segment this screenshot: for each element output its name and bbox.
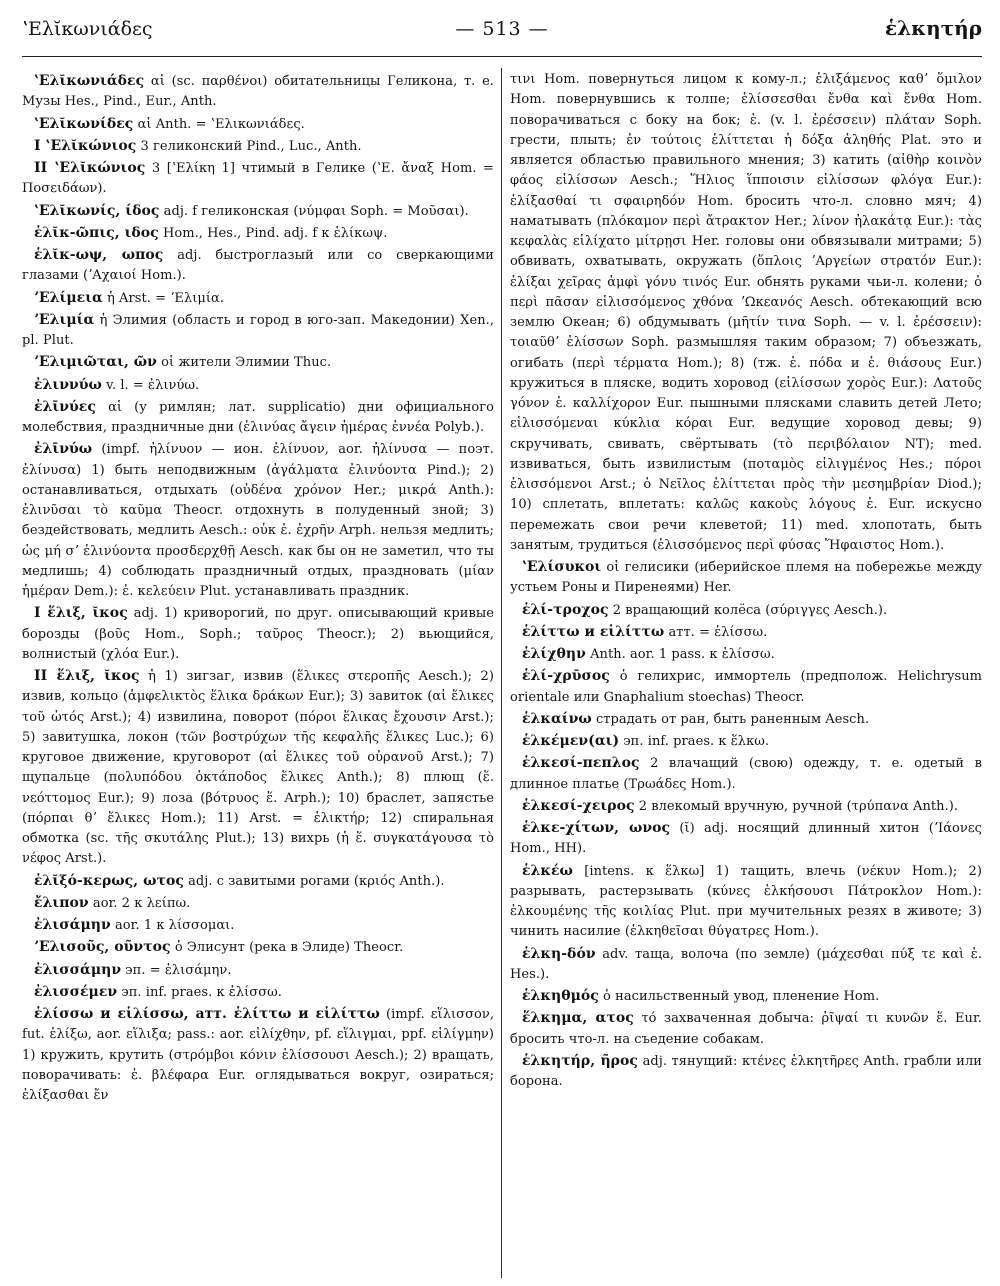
entry-text: v. l. = ἐλινύω. bbox=[106, 377, 200, 393]
dictionary-entry bbox=[22, 871, 494, 892]
page-number: — 513 — bbox=[455, 18, 549, 40]
entry-text: τό захваченная добыча: ῥῖψαί τι κυνῶν ἕ. Eur. бросить что-л. на съедение собакам. bbox=[510, 1011, 982, 1047]
column-divider bbox=[501, 68, 502, 1278]
left-column bbox=[22, 70, 494, 1282]
dictionary-entry bbox=[22, 223, 494, 244]
dictionary-entry bbox=[510, 944, 982, 986]
dictionary-entry bbox=[22, 352, 494, 373]
entry-headword: ἑλί-χρῡσος bbox=[522, 668, 610, 685]
entry-headword: ἐλισσάμην bbox=[34, 961, 122, 978]
dictionary-entry bbox=[22, 397, 494, 439]
entry-text: adv. таща, волоча (по земле) (μάχεσθαι πύξ τε καὶ ἑ. Hes.). bbox=[510, 946, 982, 982]
entry-headword: ʼΕλίμεια bbox=[34, 289, 103, 306]
dictionary-entry bbox=[22, 937, 494, 958]
entry-text: adj. быстроглазый или со сверкающими глазами (ʼΑχαιοί Hom.). bbox=[22, 248, 494, 284]
dictionary-entry bbox=[22, 1004, 494, 1106]
entry-text: 3 геликонский Pind., Luc., Anth. bbox=[140, 138, 362, 154]
dictionary-entry bbox=[22, 288, 494, 309]
header-rule bbox=[22, 56, 982, 57]
entry-headword: ἕλκημα, ατος bbox=[522, 1010, 634, 1027]
dictionary-entry bbox=[22, 603, 494, 665]
dictionary-entry bbox=[510, 70, 982, 556]
entry-text: aor. 2 к λείπω. bbox=[92, 895, 191, 911]
entry-headword: ἑλῐκ-ωψ, ωπος bbox=[34, 247, 164, 263]
entry-headword: ἑλίχθην bbox=[522, 646, 586, 662]
entry-headword: ʼΕλισοῦς, οῦντος bbox=[34, 939, 171, 956]
dictionary-entry bbox=[22, 71, 494, 113]
entry-headword: I ʽΕλῐκώνιος bbox=[34, 137, 137, 154]
entry-text: Anth. aor. 1 pass. к ἑλίσσω. bbox=[590, 647, 775, 662]
entry-headword: ʼΕλιμία bbox=[34, 311, 95, 328]
entry-headword: ἑλκη-δόν bbox=[522, 945, 596, 962]
entry-text: страдать от ран, быть раненным Aesch. bbox=[595, 711, 870, 727]
dictionary-entry bbox=[510, 1051, 982, 1093]
dictionary-entry bbox=[22, 310, 494, 352]
entry-headword: I ἕλιξ, ῐκος bbox=[34, 605, 128, 622]
dictionary-entry bbox=[22, 201, 494, 222]
entry-text: aor. 1 к λίσσομαι. bbox=[114, 918, 235, 933]
page-header bbox=[22, 14, 982, 44]
entry-headword: ἐλῑνύω bbox=[34, 441, 93, 458]
dictionary-entry bbox=[510, 600, 982, 621]
dictionary-entry bbox=[510, 644, 982, 665]
entry-headword: ἑλίττω и εἱλίττω bbox=[522, 623, 665, 640]
dictionary-entry bbox=[22, 158, 494, 200]
entry-text: атт. = ἑλίσσω. bbox=[668, 624, 768, 640]
entry-headword: ἑλκέω bbox=[522, 862, 573, 879]
entry-text: ἡ Arst. = ʼΕλιμία. bbox=[107, 290, 225, 306]
entry-text: ἡ 1) зигзаг, извив (ἕλικες στεροπῆς Aesch.); 2) извив, кольцо (ἀμφελικτὸς ἕλικα δράκων Eur.); 3) завиток (αἱ ἕλικες τοῦ ὠτός Arst.); 4) извилина, поворот (πόροι ἕλικας ἔχουσιν Arst.); 5) завитушка, локон (τῶν βοστρύχων τῆς κεφαλῆς ἕλικες Luc.); 6) круговое движение, круговорот (αἱ ἕλικες τοῦ οὐρανοῦ Arst.); 7) щупальце (πολυπόδου ὀκτάποδος ἕλικες Anth.); 8) плющ (ἕ. νεόττομος Eur.); 9) лоза (βότρυος ἕ. Arph.); 10) браслет, запястье (πόρπαι θʼ ἕλικες Hom.); 11) Arst. = ἑλικτήρ; 12) спиральная обмотка (sc. τῆς σκυτάλης Plut.); 13) вихрь (ἡ ἕ. συγκατάγουσα τὸ νέφος Arst.). bbox=[22, 669, 494, 867]
entry-text: adj. тянущий: κτένες ἑλκητῆρες Anth. грабли или борона. bbox=[510, 1053, 982, 1089]
entry-headword: ἐλῑνύες bbox=[34, 398, 96, 415]
entry-headword: ἑλκέμεν(αι) bbox=[522, 733, 620, 749]
right-column bbox=[510, 70, 982, 1282]
entry-headword: ἑλκεσί-πεπλος bbox=[522, 755, 640, 772]
entry-text: (ῐ) adj. носящий длинный хитон (ʼΙάονες Hom., HH). bbox=[510, 821, 982, 857]
entry-text: эп. = ἐλισάμην. bbox=[125, 962, 232, 978]
entry-headword: ἑλίσσω и εἱλίσσω, атт. ἑλίττω и εἱλίττω bbox=[34, 1006, 380, 1022]
dictionary-entry bbox=[510, 986, 982, 1007]
entry-text: αἱ Anth. = ʽΕλικωνιάδες. bbox=[137, 116, 305, 132]
dictionary-entry bbox=[510, 666, 982, 708]
entry-headword: II ʽΕλῐκώνιος bbox=[34, 160, 146, 176]
entry-headword: ἑλκητήρ, ῆρος bbox=[522, 1052, 639, 1069]
entry-text: adj. 1) криворогий, по друг. описывающий кривые борозды (βοῦς Hom., Soph.; ταῦρος Theocr.); 2) вьющийся, волнистый (χλόα Eur.). bbox=[22, 606, 494, 662]
entry-headword: ʼΕλιμιῶται, ῶν bbox=[34, 354, 157, 371]
entry-text: οἱ гелисики (иберийское племя на побережье между устьем Роны и Пиренеями) Her. bbox=[510, 560, 982, 596]
dictionary-entry bbox=[22, 960, 494, 981]
entry-text: οἱ жители Элимии Thuc. bbox=[161, 355, 332, 371]
dictionary-entry bbox=[22, 375, 494, 396]
dictionary-entry bbox=[22, 915, 494, 936]
entry-text: ὁ насильственный увод, пленение Hom. bbox=[603, 989, 880, 1004]
entry-text: эп. inf. praes. к ἐλίσσω. bbox=[121, 984, 282, 1000]
entry-headword: ἑλκαίνω bbox=[522, 710, 592, 727]
entry-headword: ἐλιννύω bbox=[34, 376, 102, 393]
dictionary-entry bbox=[510, 709, 982, 730]
entry-headword: ἑλκεσί-χειρος bbox=[522, 797, 635, 814]
dictionary-entry bbox=[510, 818, 982, 860]
dictionary-entry bbox=[22, 245, 494, 287]
entry-text: 3 [ʽΕλίκη 1] чтимый в Гелике (ʽΕ. ἄναξ Hom. = Ποσειδάων). bbox=[22, 161, 494, 197]
dictionary-entry bbox=[22, 136, 494, 157]
dictionary-entry bbox=[510, 796, 982, 817]
entry-headword: II ἕλιξ, ῐκος bbox=[34, 668, 140, 684]
entry-text: Hom., Hes., Pind. adj. f к ἑλίκωψ. bbox=[162, 225, 388, 241]
entry-text: эп. inf. praes. к ἕλκω. bbox=[623, 734, 770, 749]
entry-text: αἱ (sc. παρθένοι) обитательницы Геликона, т. е. Музы Hes., Pind., Eur., Anth. bbox=[22, 74, 494, 110]
entry-text: [intens. к ἕλκω] 1) тащить, влечь (νέκυν Hom.); 2) разрывать, растерзывать (κύνες ἑλκήσουσι Πάτροκλον Hom.): ἑλκουμένης τῆς κοιλίας Plut. при мучительных резях в животе; 3) чинить насилие (ἑλκηθεῖσαι θύγατρες Hom.). bbox=[510, 863, 982, 940]
dictionary-entry bbox=[22, 893, 494, 914]
entry-text: (impf. ἠλίνυον — ион. ἐλίνυον, aor. ἠλίνυσα — поэт. ἐλίνυσα) 1) быть неподвижным (ἀγάλματα ἐλινύοντα Pind.); 2) останавливаться, отдыхать (οὐδένα χρόνον Her.; μικρά Anth.): ἐλινῦσαι τὸ καῦμα Theocr. отдохнуть в полуденный зной; 3) бездействовать, медлить Aesch.: οὐκ ἐ. ἐχρῆν Arph. нельзя медлить; ὡς μή σʼ ἐλινύοντα προσδερχθῇ Aesch. как бы он не заметил, что ты медлишь; 4) соблюдать праздничный отдых, праздновать (μίαν ἡμέραν Dem.): ἐ. κελεύειν Plut. устанавливать праздник. bbox=[22, 442, 494, 599]
dictionary-entry bbox=[510, 1008, 982, 1050]
entry-headword: ʽΕλῐκωνίς, ίδος bbox=[34, 202, 160, 219]
entry-text: ἡ Элимия (область и город в юго-зап. Македонии) Xen., pl. Plut. bbox=[22, 312, 494, 348]
entry-headword: ἐλισάμην bbox=[34, 917, 111, 933]
entry-text: ὁ гелихрис, иммортель (предполож. Helichrysum orientale или Gnaphalium stoechas) Theocr. bbox=[510, 669, 982, 705]
entry-text: 2 вращающий колёса (σύριγγες Aesch.). bbox=[612, 602, 888, 618]
entry-headword: ʽΕλῐκωνιάδες bbox=[34, 73, 145, 89]
entry-headword: ἔλιπον bbox=[34, 894, 89, 911]
entry-text: τινι Hom. повернуться лицом к кому-л.; ἑλιξάμενος καθʼ ὅμιλον Hom. повернувшись к толпе; ἑλίσσεσθαι ἔνθα καὶ ἔνθα Hom. поворачиваться с боку на бок; ἑ. (v. l. ἐρέσσειν) πλάταν Soph. грести, плыть; ἐν τούτοις ἑλίττεται ἡ δόξα ἀληθής Plat. это и является областью правильного мнения; 3) катить (αἰθὴρ κοινὸν φάος εἱλίσσων Aesch.; Ἥλιος ἵπποισιν εἱλίσσων φλόγα Eur.): ἑλίξασθαί τι σφαιρηδόν Hom. бросить что-л. словно мяч; 4) наматывать (πλόκαμον περὶ ἄτρακτον Her.; λίνον ἠλακάτᾳ Eur.): τὰς κεφαλὰς εἱλίχατο μίτρῃσι Her. головы они обвязывали митрами; 5) обвивать, охватывать, окружать (ὅπλοις ʼΑργείων στρατόν Eur.): ἑλίξαι χεῖρας ἀμφὶ γόνυ τινός Eur. обнять руками чьи-л. колени; ὁ περὶ πᾶσαν εἱλισσόμενος χθόνα ʼΩκεανός Aesch. обтекающий всю землю Океан; 6) обдумывать (μῆτίν τινα Soph. — v. l. ἐρέσσειν): τοιαῦθʼ ἑλίσσων Soph. размышляя таким образом; 7) объезжать, огибать (περὶ τέρματα Hom.); 8) (тж. ἑ. πόδα и ἑ. θιάσους Eur.) кружиться в пляске, водить хоровод (εἱλίσσων χορὸς Eur.): Λατοῦς γόνον ἑ. καλλίχορον Eur. пышными плясками славить детей Лето; εἱλισσόμεναι κύκλια κόραι Eur. ведущие хоровод девы; 9) скручивать, свивать, свёртывать (τὸ περιβόλαιον NT); med. извиваться, быть извилистым (ποταμὸς εἱλιγμένος Hes.; πόροι ἑλισσόμενοι Arst.; ὁ Νεῖλος ἑλίττεται πρὸς τὴν μεσημβρίαν Diod.); 10) сплетать, вплетать: καλῶς κακοὺς λόγους ἑ. Eur. искусно перемежать свои речи клеветой; 11) med. хлопотать, быть занятым, трудиться (ἑλισσόμενος περὶ φύσας Ἥφαιστος Hom.). bbox=[510, 72, 982, 553]
entry-headword: ἑλκε-χίτων, ωνος bbox=[522, 820, 671, 836]
entry-headword: ἐλισσέμεν bbox=[34, 983, 118, 1000]
dictionary-entry bbox=[510, 731, 982, 752]
entry-headword: ἑλῐκ-ῶπις, ιδος bbox=[34, 224, 159, 241]
entry-headword: ἑλί-τροχος bbox=[522, 601, 609, 618]
entry-headword: ʽΕλίσυκοι bbox=[522, 559, 602, 575]
dictionary-entry bbox=[22, 114, 494, 135]
dictionary-entry bbox=[22, 666, 494, 870]
dictionary-entry bbox=[510, 557, 982, 599]
entry-text: αἱ (у римлян; лат. supplicatio) дни официального молебствия, праздничные дни (ἐλινύας ἄγειν ἡμέρας ἐννέα Polyb.). bbox=[22, 399, 494, 435]
header-last-entry: ἑλκητήρ bbox=[884, 16, 982, 40]
entry-text: adj. f геликонская (νύμφαι Soph. = Μοῦσαι). bbox=[163, 203, 469, 219]
entry-text: (impf. εἵλισσον, fut. ἑλίξω, aor. εἵλιξα; pass.: aor. εἱλίχθην, pf. εἵλιγμαι, ppf. εἱλίγμην) 1) кружить, крутить (στρόμβοι κόνιν ἑλίσσουσι Aesch.); 2) вращать, поворачивать: ἑ. βλέφαρα Eur. оглядываться вокруг, озираться; ἑλίξασθαι ἔν bbox=[22, 1007, 494, 1103]
header-first-entry: ʽΕλῐκωνιάδες bbox=[22, 18, 153, 40]
entry-text: adj. с завитыми рогами (κριός Anth.). bbox=[188, 873, 445, 889]
entry-headword: ἑλκηθμός bbox=[522, 988, 599, 1004]
dictionary-entry bbox=[22, 982, 494, 1003]
dictionary-entry bbox=[510, 622, 982, 643]
entry-headword: ʽΕλῐκωνίδες bbox=[34, 115, 134, 132]
dictionary-entry bbox=[510, 861, 982, 943]
entry-text: ὁ Элисунт (река в Элиде) Theocr. bbox=[174, 940, 404, 956]
entry-text: 2 влачащий (свою) одежду, т. е. одетый в длинное платье (Τρωάδες Hom.). bbox=[510, 756, 982, 792]
dictionary-entry bbox=[22, 439, 494, 602]
dictionary-entry bbox=[510, 753, 982, 795]
entry-text: 2 влекомый вручную, ручной (τρύπανα Anth.). bbox=[638, 798, 959, 814]
entry-headword: ἑλῐξό-κερως, ωτος bbox=[34, 872, 184, 889]
